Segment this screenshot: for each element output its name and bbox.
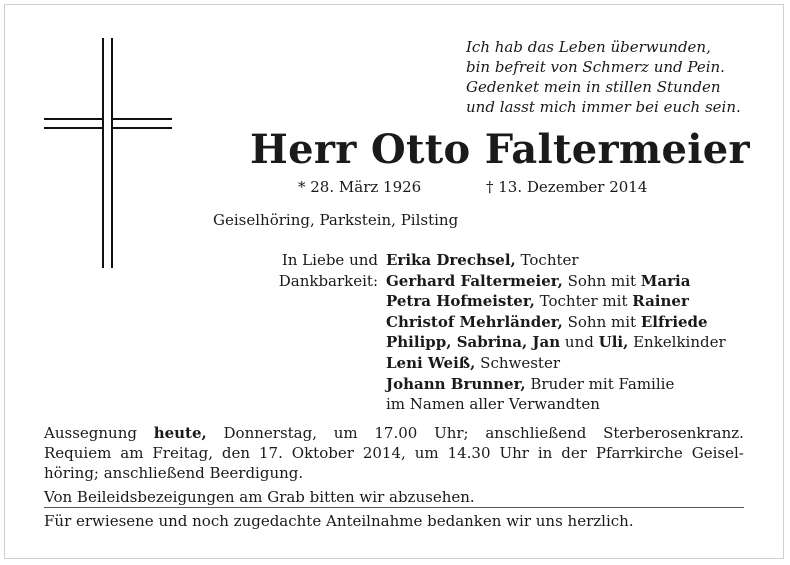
mourner-name: Johann Brunner, (386, 374, 526, 393)
mourner-row (386, 271, 726, 292)
deceased-name: Herr Otto Faltermeier (250, 126, 750, 173)
poem (466, 37, 766, 117)
service-word: Uhr; (434, 424, 469, 442)
mourner-name: Elfriede (640, 312, 708, 331)
mourner-row (386, 374, 726, 395)
service-word: um (414, 444, 439, 462)
mourner-relation: und (560, 333, 599, 352)
mourner-name: Erika Drechsel, (386, 251, 516, 269)
poem-line: bin befreit von Schmerz und Pein. (466, 58, 725, 76)
service-word: 17. (259, 444, 283, 462)
condolence-note: Von Beileidsbezeigungen am Grab bitten wir abzusehen. (44, 488, 475, 506)
mourner-name: Gerhard Faltermeier, (386, 271, 563, 290)
service-word: Freitag, (152, 444, 213, 462)
mourner-row (386, 332, 726, 353)
service-line (44, 423, 744, 443)
death-date: † 13. Dezember 2014 (486, 178, 648, 196)
mourner-relation: Tochter (515, 251, 579, 269)
mourning-label-line: Dankbarkeit: (278, 271, 378, 290)
mourner-relation: Bruder mit Familie (525, 374, 675, 393)
service-info (44, 423, 744, 507)
service-word: 2014, (362, 444, 406, 462)
poem-line: Ich hab das Leben überwunden, (466, 38, 711, 56)
cross-icon (44, 38, 172, 268)
mourner-name: Philipp, Sabrina, Jan (386, 333, 561, 352)
service-word: Geisel- (691, 444, 744, 462)
mourning-label (262, 250, 378, 291)
service-word: 14.30 (447, 444, 491, 462)
poem-line: Gedenket mein in stillen Stunden (466, 78, 721, 96)
places: Geiselhöring, Parkstein, Pilsting (213, 211, 459, 229)
service-word: heute, (153, 424, 207, 442)
service-word: Requiem (44, 444, 112, 462)
service-line (44, 443, 744, 463)
mourning-label-line: In Liebe und (281, 251, 378, 269)
mourner-relation: Schwester (475, 353, 561, 372)
mourners-list (386, 250, 726, 415)
service-word: der (561, 444, 587, 462)
mourner-relation: im Namen aller Verwandten (386, 395, 600, 414)
service-word: um (333, 424, 358, 442)
mourner-row (386, 353, 726, 374)
service-word: anschließend (485, 424, 587, 442)
mourner-name: Rainer (632, 292, 689, 311)
service-word: am (120, 444, 144, 462)
mourner-row (386, 291, 726, 312)
service-word: Sterberosenkranz. (603, 424, 744, 442)
service-word: Uhr (499, 444, 529, 462)
mourner-name: Leni Weiß, (386, 353, 476, 372)
service-word: den (221, 444, 251, 462)
mourner-name: Petra Hofmeister, (386, 292, 535, 311)
service-word: in (537, 444, 553, 462)
mourner-name: Christof Mehrländer, (386, 312, 563, 331)
birth-date: * 28. März 1926 (298, 178, 422, 196)
mourner-relation: Tochter mit (534, 292, 633, 311)
mourner-relation: Sohn mit (562, 312, 641, 331)
service-line: höring; anschließend Beerdigung. (44, 464, 304, 482)
mourner-row (386, 250, 726, 271)
service-word: Pfarrkirche (595, 444, 683, 462)
service-word: Donnerstag, (223, 424, 317, 442)
divider (44, 507, 744, 508)
mourner-relation: Enkelkinder (628, 333, 726, 352)
service-word: 17.00 (374, 424, 418, 442)
poem-line: und lasst mich immer bei euch sein. (466, 98, 741, 116)
mourner-row (386, 312, 726, 333)
mourner-name: Uli, (598, 333, 629, 352)
thanks-text: Für erwiesene und noch zugedachte Anteilnahme bedanken wir uns herzlich. (44, 512, 634, 530)
mourner-row (386, 394, 726, 415)
service-word: Oktober (291, 444, 354, 462)
mourner-name: Maria (640, 271, 691, 290)
service-word: Aussegnung (44, 424, 137, 442)
mourner-relation: Sohn mit (562, 271, 641, 290)
